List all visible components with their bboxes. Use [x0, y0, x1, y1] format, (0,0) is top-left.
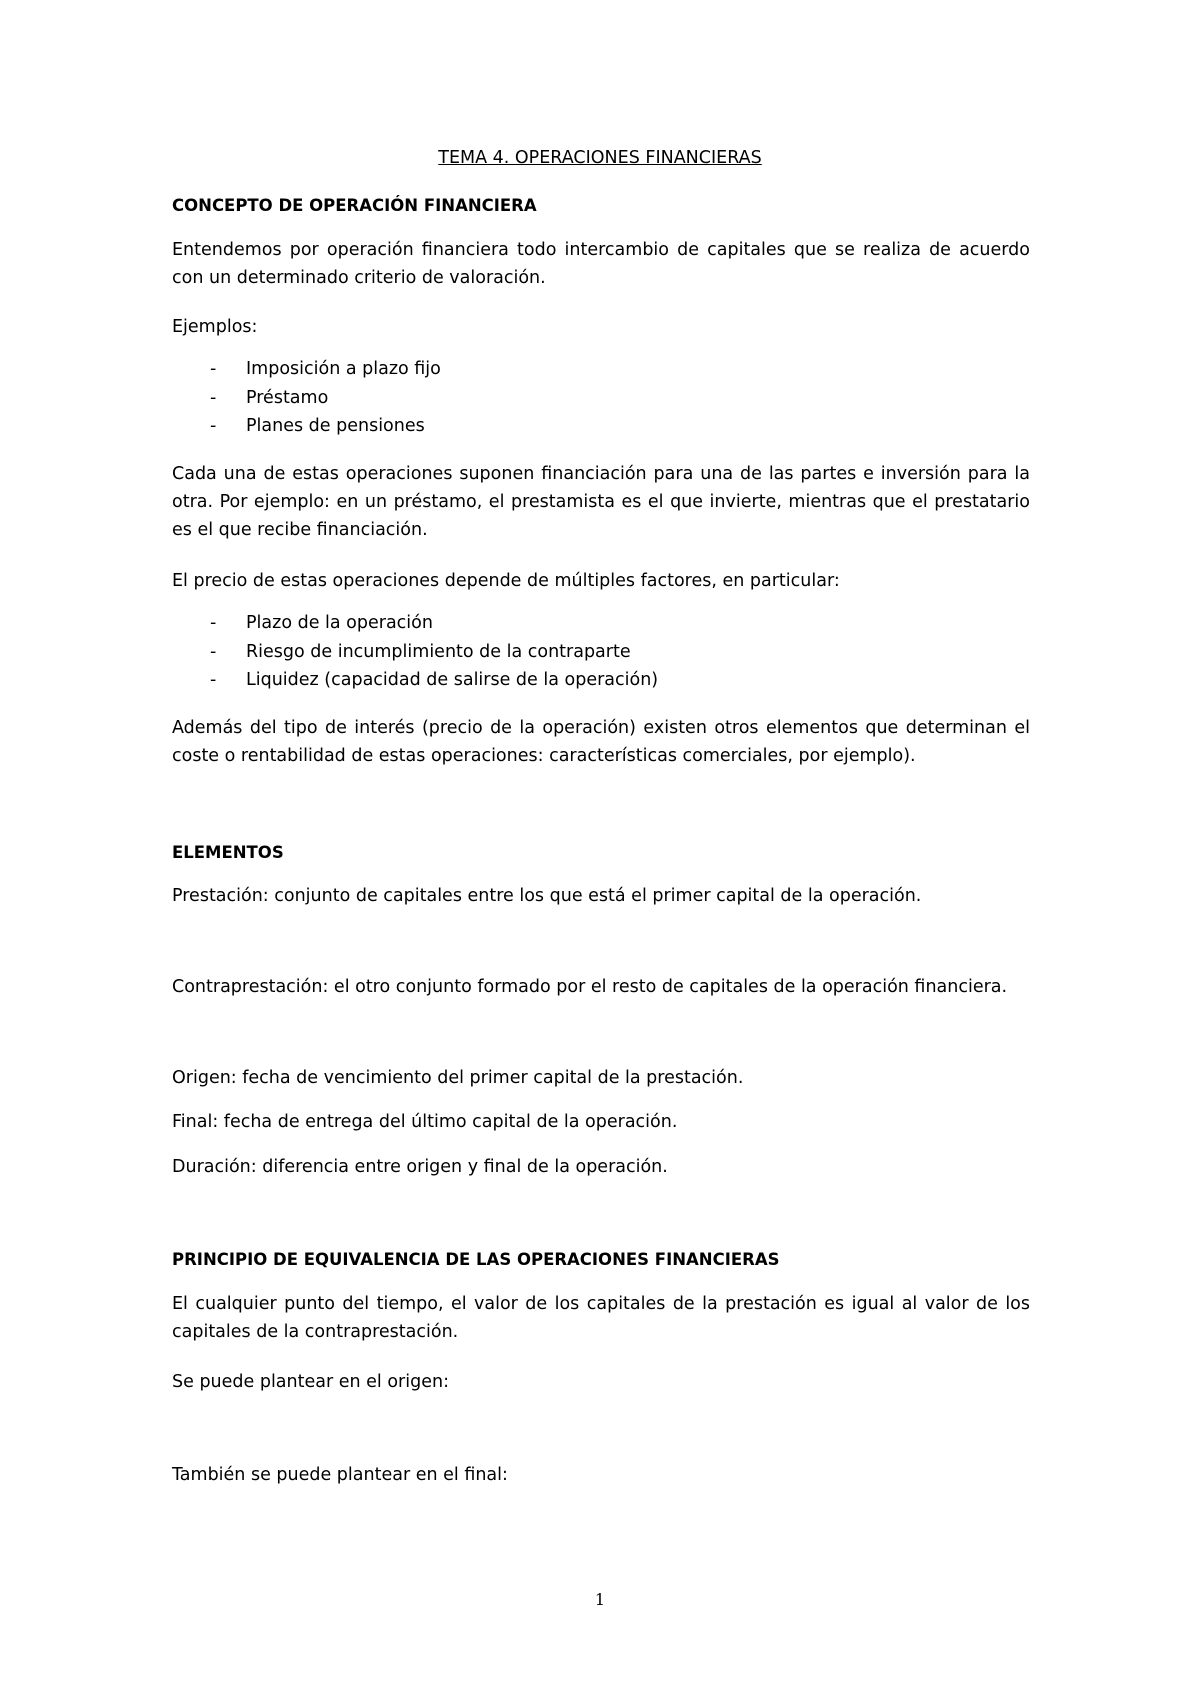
- list-dash: -: [210, 416, 217, 436]
- list-item-text: Imposición a plazo fijo: [246, 359, 441, 379]
- paragraph-definition: Entendemos por operación financiera todo intercambio de capitales que se realiza de acuerdo con un determinado criterio de valoración.: [172, 240, 1030, 288]
- final-statement: También se puede plantear en el final:: [172, 1465, 508, 1485]
- list-dash: -: [210, 613, 217, 633]
- definition-duracion: Duración: diferencia entre origen y final de la operación.: [172, 1157, 668, 1177]
- section-heading-concepto: CONCEPTO DE OPERACIÓN FINANCIERA: [172, 196, 537, 215]
- origin-statement: Se puede plantear en el origen:: [172, 1372, 449, 1392]
- paragraph-equivalence: El cualquier punto del tiempo, el valor de los capitales de la prestación es igual al valor de los capitales de la contraprestación.: [172, 1294, 1030, 1342]
- definition-prestacion: Prestación: conjunto de capitales entre los que está el primer capital de la operación.: [172, 886, 922, 906]
- list-item: [172, 666, 658, 695]
- list-dash: -: [210, 670, 217, 690]
- section-heading-equivalencia: PRINCIPIO DE EQUIVALENCIA DE LAS OPERACIONES FINANCIERAS: [172, 1250, 780, 1269]
- document-title: TEMA 4. OPERACIONES FINANCIERAS: [438, 148, 762, 168]
- factors-list: [172, 609, 658, 695]
- list-item: [172, 638, 658, 667]
- examples-list: [172, 355, 441, 441]
- definition-contraprestacion: Contraprestación: el otro conjunto formado por el resto de capitales de la operación financiera.: [172, 977, 1008, 997]
- page-number: 1: [594, 1590, 606, 1609]
- paragraph-interest: Además del tipo de interés (precio de la operación) existen otros elementos que determinan el coste o rentabilidad de estas operaciones: características comerciales, por ejemplo).: [172, 718, 1030, 766]
- list-dash: -: [210, 387, 217, 408]
- list-item: [172, 609, 658, 638]
- list-item: [172, 384, 441, 413]
- list-dash: -: [210, 359, 217, 379]
- list-item-text: Préstamo: [246, 387, 329, 408]
- list-item-text: Plazo de la operación: [246, 613, 433, 633]
- list-dash: -: [210, 641, 217, 662]
- section-heading-elementos: ELEMENTOS: [172, 843, 284, 862]
- factors-intro: El precio de estas operaciones depende de múltiples factores, en particular:: [172, 571, 840, 591]
- list-item-text: Riesgo de incumplimiento de la contraparte: [246, 641, 631, 662]
- list-item-text: Planes de pensiones: [246, 416, 425, 436]
- definition-final: Final: fecha de entrega del último capital de la operación.: [172, 1112, 678, 1132]
- paragraph-financing: Cada una de estas operaciones suponen financiación para una de las partes e inversión para la otra. Por ejemplo: en un préstamo, el prestamista es el que invierte, mientras que el prestatario es el que recibe financiación.: [172, 464, 1030, 540]
- list-item: [172, 412, 441, 441]
- definition-origen: Origen: fecha de vencimiento del primer capital de la prestación.: [172, 1068, 744, 1088]
- examples-label: Ejemplos:: [172, 317, 258, 337]
- list-item-text: Liquidez (capacidad de salirse de la operación): [246, 670, 659, 690]
- list-item: [172, 355, 441, 384]
